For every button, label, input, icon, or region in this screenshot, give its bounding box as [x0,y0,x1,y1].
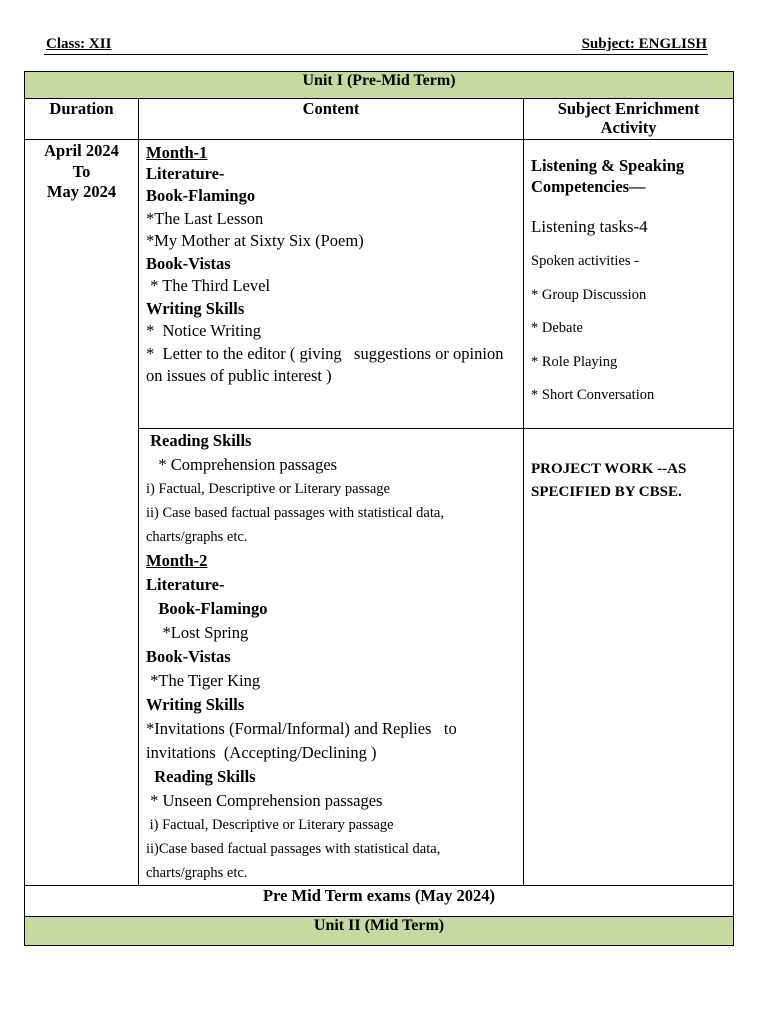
exam-row [25,886,734,917]
activity-item-short-conversation: * Short Conversation [531,387,655,403]
book-vistas-label: Book-Vistas [146,253,231,273]
writing-invitations: *Invitations (Formal/Informal) and Replies to invitations (Accepting/Declining ) [146,719,461,762]
writing-skills-label: Writing Skills [146,298,245,318]
activity-item-group-discussion: * Group Discussion [531,286,647,303]
month1-heading: Month-1 [146,143,208,162]
activity-listening: Listening tasks-4 [531,217,648,236]
duration-from: April 2024 [44,141,119,160]
unit1-title: Unit I (Pre-Mid Term) [25,72,734,99]
class-label: Class: XII [46,36,112,52]
lesson-the-tiger-king: *The Tiger King [146,671,261,690]
reading-factual: i) Factual, Descriptive or Literary passage [146,481,390,497]
reading-skills-label-2: Reading Skills [146,767,256,786]
subject-label: Subject: ENGLISH [581,36,707,52]
reading-comprehension: * Comprehension passages [146,455,338,474]
content-header: Content [139,99,524,140]
unit1-block1-row [25,140,734,429]
duration-until: May 2024 [46,182,117,201]
unit2-title: Unit II (Mid Term) [25,917,734,946]
book-vistas-label-2: Book-Vistas [146,647,231,666]
project-work: PROJECT WORK --AS SPECIFIED BY CBSE. [531,461,687,500]
syllabus-table [24,71,734,946]
duration-to-word: To [72,161,91,181]
activity-block2 [524,429,734,886]
reading-case-based: ii) Case based factual passages with statistical data, charts/graphs etc. [146,505,444,545]
activity-header: Subject Enrichment Activity [524,99,734,140]
unit2-row [25,917,734,946]
book-flamingo-label: Book-Flamingo [146,186,256,205]
lesson-the-third-level: * The Third Level [146,276,271,295]
header-divider [44,54,708,55]
writing-notice: * Notice Writing [146,321,261,340]
content-block1 [139,140,524,429]
activity-competencies-title: Listening & Speaking Competencies— [531,156,685,196]
literature-label: Literature- [146,164,225,183]
reading-unseen: * Unseen Comprehension passages [146,791,383,810]
month2-heading: Month-2 [146,551,208,570]
reading-skills-label: Reading Skills [146,431,252,450]
lesson-the-last-lesson: *The Last Lesson [146,208,264,228]
column-header-row [25,99,734,140]
activity-item-debate: * Debate [531,320,583,336]
unit1-row [25,72,734,99]
exam-row-text: Pre Mid Term exams (May 2024) [25,886,734,917]
duration-cell [25,140,139,886]
book-flamingo-label-2: Book-Flamingo [146,599,268,618]
lesson-my-mother: *My Mother at Sixty Six (Poem) [146,231,364,250]
writing-skills-label-2: Writing Skills [146,695,245,714]
reading-factual-2: i) Factual, Descriptive or Literary passage [146,817,394,833]
writing-letter: * Letter to the editor ( giving suggestions or opinion on issues of public interest ) [146,343,508,385]
activity-item-role-playing: * Role Playing [531,353,618,370]
reading-case-based-2: ii)Case based factual passages with statistical data, charts/graphs etc. [146,841,441,881]
lesson-lost-spring: *Lost Spring [146,623,249,642]
duration-header: Duration [25,99,139,140]
activity-block1 [524,140,734,429]
activity-spoken: Spoken activities - [531,253,639,269]
content-block2 [139,429,524,886]
literature-label-2: Literature- [146,575,225,594]
